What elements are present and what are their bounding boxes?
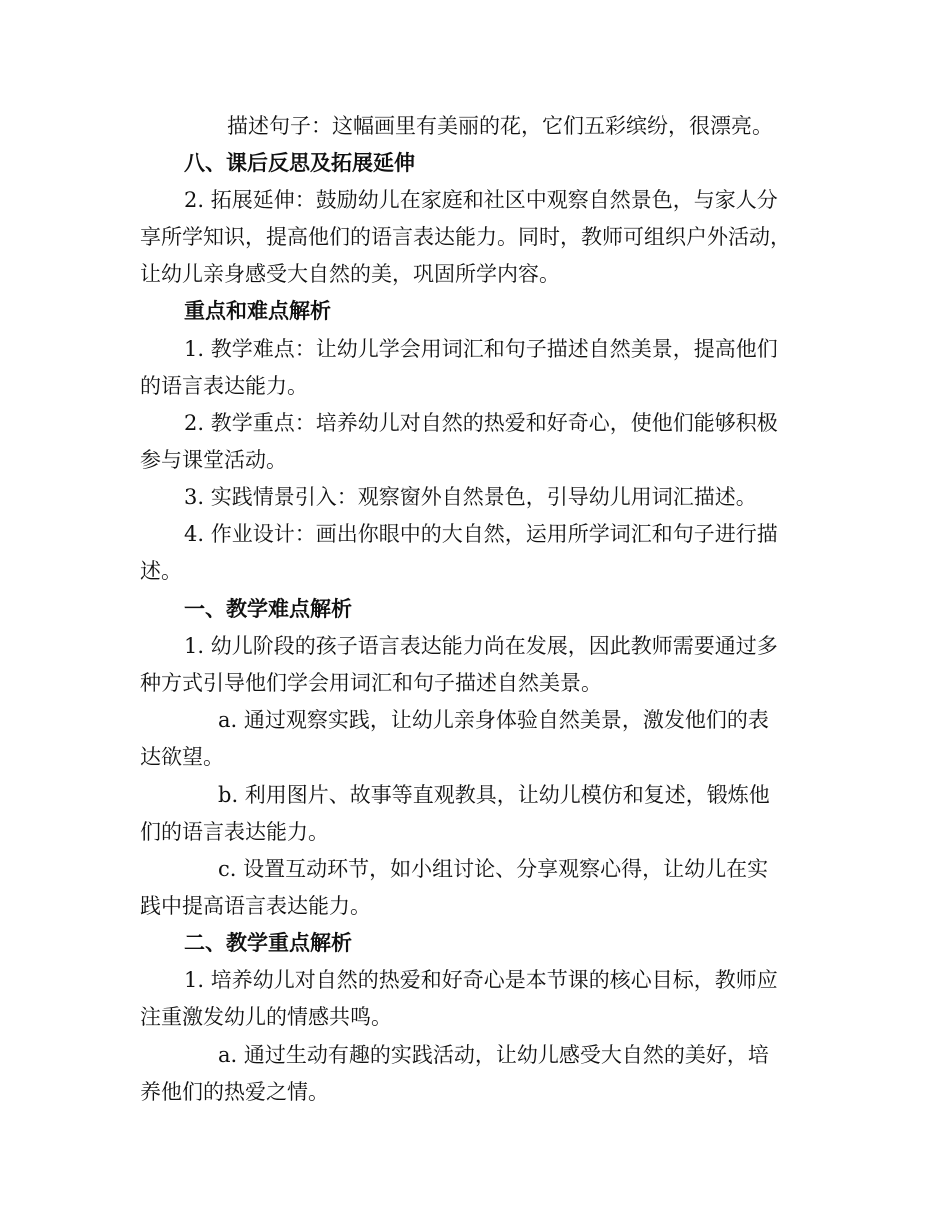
paragraph-line: 们的语言表达能力。 <box>140 820 329 844</box>
paragraph-line: 养他们的热爱之情。 <box>140 1080 329 1104</box>
paragraph-line: 2. 教学重点：培养幼儿对自然的热爱和好奇心，使他们能够积极 <box>184 411 778 435</box>
sub-item-line: b. 利用图片、故事等直观教具，让幼儿模仿和复述，锻炼他 <box>218 783 770 807</box>
paragraph-line: 种方式引导他们学会用词汇和句子描述自然美景。 <box>140 671 602 695</box>
section-heading-key-points: 重点和难点解析 <box>184 299 331 323</box>
paragraph-line: 注重激发幼儿的情感共鸣。 <box>140 1005 392 1029</box>
paragraph-line: 4. 作业设计：画出你眼中的大自然，运用所学词汇和句子进行描 <box>184 522 778 546</box>
paragraph-line: 达欲望。 <box>140 745 224 769</box>
sub-item-line: a. 通过观察实践，让幼儿亲身体验自然美景，激发他们的表 <box>218 708 769 732</box>
paragraph-line: 1. 培养幼儿对自然的热爱和好奇心是本节课的核心目标，教师应 <box>184 968 778 992</box>
sub-item-line: a. 通过生动有趣的实践活动，让幼儿感受大自然的美好，培 <box>218 1043 769 1067</box>
section-heading-key-focus: 二、教学重点解析 <box>184 931 352 955</box>
section-heading-difficulty: 一、教学难点解析 <box>184 597 352 621</box>
paragraph-line: 1. 幼儿阶段的孩子语言表达能力尚在发展，因此教师需要通过多 <box>184 634 778 658</box>
paragraph-line: 1. 教学难点：让幼儿学会用词汇和句子描述自然美景，提高他们 <box>184 337 778 361</box>
paragraph-line: 的语言表达能力。 <box>140 374 308 398</box>
paragraph-line: 享所学知识，提高他们的语言表达能力。同时，教师可组织户外活动， <box>140 225 791 249</box>
paragraph-line: 述。 <box>140 559 182 583</box>
sub-item-line: c. 设置互动环节，如小组讨论、分享观察心得，让幼儿在实 <box>218 857 769 881</box>
description-sentence-line: 描述句子：这幅画里有美丽的花，它们五彩缤纷，很漂亮。 <box>227 114 773 138</box>
paragraph-line: 2. 拓展延伸：鼓励幼儿在家庭和社区中观察自然景色，与家人分 <box>184 188 778 212</box>
section-heading-reflection: 八、课后反思及拓展延伸 <box>184 151 415 175</box>
paragraph-line: 参与课堂活动。 <box>140 448 287 472</box>
paragraph-line: 3. 实践情景引入：观察窗外自然景色，引导幼儿用词汇描述。 <box>184 485 757 509</box>
paragraph-line: 让幼儿亲身感受大自然的美，巩固所学内容。 <box>140 262 560 286</box>
paragraph-line: 践中提高语言表达能力。 <box>140 894 371 918</box>
